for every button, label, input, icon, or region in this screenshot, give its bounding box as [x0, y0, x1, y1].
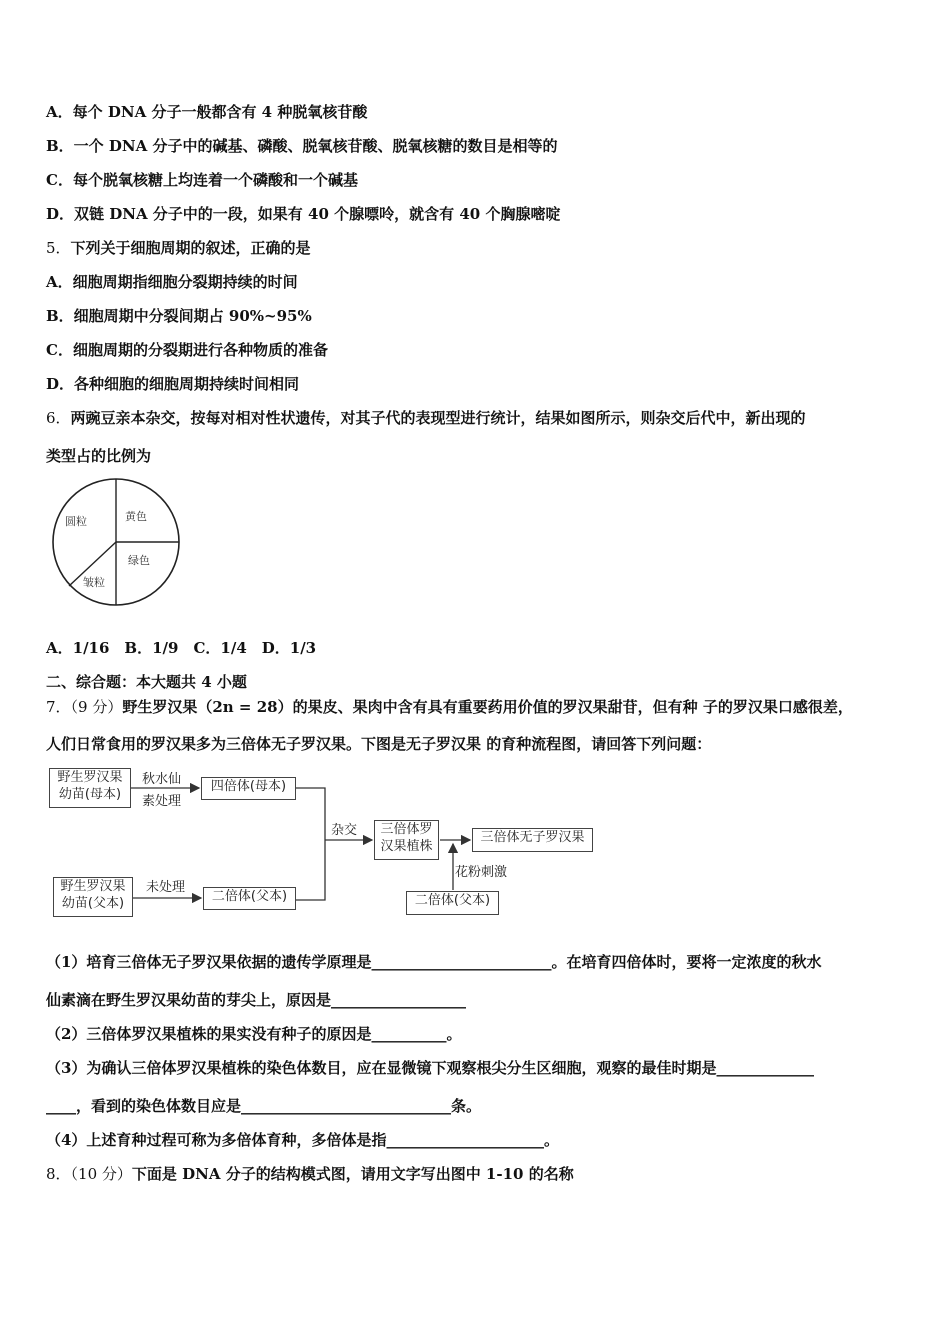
q8-stem-text: 下面是 DNA 分子的结构模式图，请用文字写出图中 1-10 的名称: [131, 1165, 574, 1183]
box-father-seedling: [53, 877, 133, 917]
q7-part1-line1: （1）培育三倍体无子罗汉果依据的遗传学原理是________________________。在培育四倍体时，要将一定浓度的秋水: [46, 953, 822, 971]
box-diploid-2: 二倍体(父本): [406, 891, 499, 915]
q7-part3-line1: （3）为确认三倍体罗汉果植株的染色体数目，应在显微镜下观察根尖分生区细胞，观察的最佳时期是_____________: [46, 1059, 814, 1077]
q4-option-b: B．一个 DNA 分子中的碱基、磷酸、脱氧核苷酸、脱氧核糖的数目是相等的: [46, 137, 558, 155]
label-pollen: 花粉刺激: [455, 865, 508, 880]
cross-bracket: [296, 788, 325, 900]
box-mother-line2: 幼苗(母本): [58, 787, 122, 802]
box-mother-line1: 野生罗汉果: [57, 770, 123, 785]
label-colchicine-1: 秋水仙: [142, 772, 182, 787]
box-triploid-plant: [374, 820, 439, 860]
section-heading: 二、综合题：本大题共 4 小题: [46, 673, 247, 691]
label-cross: 杂交: [331, 823, 358, 838]
q7-number: 7．: [46, 698, 71, 716]
q5-number: 5．: [46, 239, 71, 257]
q5-option-a: A．细胞周期指细胞分裂期持续的时间: [46, 273, 298, 291]
label-untreated: 未处理: [146, 880, 186, 895]
q6-stem-text: 两豌豆亲本杂交，按每对相对性状遗传，对其子代的表现型进行统计，结果如图所示，则杂交后代中，新出现的: [70, 409, 806, 427]
q7-part4: （4）上述育种过程可称为多倍体育种，多倍体是指_____________________。: [46, 1131, 559, 1149]
box-triploid-line1: 三倍体罗: [380, 822, 433, 837]
q7-score: （9 分）: [70, 698, 123, 716]
box-seedless: 三倍体无子罗汉果: [472, 828, 593, 852]
box-father-line1: 野生罗汉果: [60, 879, 126, 894]
q7-part2: （2）三倍体罗汉果植株的果实没有种子的原因是__________。: [46, 1025, 462, 1043]
q7-stem-line2: 人们日常食用的罗汉果多为三倍体无子罗汉果。下图是无子罗汉果 的育种流程图，请回答下列问题：: [46, 735, 712, 753]
q6-number: 6．: [46, 409, 71, 427]
q4-option-a: A．每个 DNA 分子一般都含有 4 种脱氧核苷酸: [46, 103, 368, 121]
q4-option-d: D．双链 DNA 分子中的一段，如果有 40 个腺嘌呤，就含有 40 个胸腺嘧啶: [46, 205, 561, 223]
q8-stem: [46, 1164, 574, 1184]
q6-options: A．1/16 B．1/9 C．1/4 D．1/3: [46, 639, 317, 657]
q6-stem-line2: 类型占的比例为: [46, 447, 152, 465]
label-colchicine-2: 素处理: [142, 794, 182, 809]
pie-label-yellow: 黄色: [125, 510, 147, 523]
q8-score: （10 分）: [70, 1165, 132, 1183]
box-triploid-line2: 汉果植株: [380, 839, 433, 854]
box-tetraploid: 四倍体(母本): [201, 777, 296, 800]
q5-stem-text: 下列关于细胞周期的叙述，正确的是: [70, 239, 311, 257]
box-father-line2: 幼苗(父本): [61, 896, 125, 911]
q8-number: 8．: [46, 1165, 71, 1183]
q5-option-d: D．各种细胞的细胞周期持续时间相同: [46, 375, 300, 393]
box-mother-seedling: [49, 768, 131, 808]
pie-label-wrinkled: 皱粒: [83, 576, 105, 589]
q5-option-c: C．细胞周期的分裂期进行各种物质的准备: [46, 341, 328, 359]
q4-option-c: C．每个脱氧核糖上均连着一个磷酸和一个碱基: [46, 171, 358, 189]
box-diploid: 二倍体(父本): [203, 887, 296, 910]
q7-part3-line2: ____，看到的染色体数目应是____________________________条。: [46, 1097, 482, 1115]
q7-part1-line2: 仙素滴在野生罗汉果幼苗的芽尖上，原因是__________________: [46, 991, 467, 1009]
pie-label-round: 圆粒: [65, 515, 87, 528]
pie-label-green: 绿色: [128, 554, 150, 567]
q7-stem-text: 野生罗汉果（2n = 28）的果皮、果肉中含有具有重要药用价值的罗汉果甜苷，但有种 子的罗汉果口感很差，: [122, 698, 853, 716]
q5-option-b: B．细胞周期中分裂间期占 90%~95%: [46, 307, 312, 325]
